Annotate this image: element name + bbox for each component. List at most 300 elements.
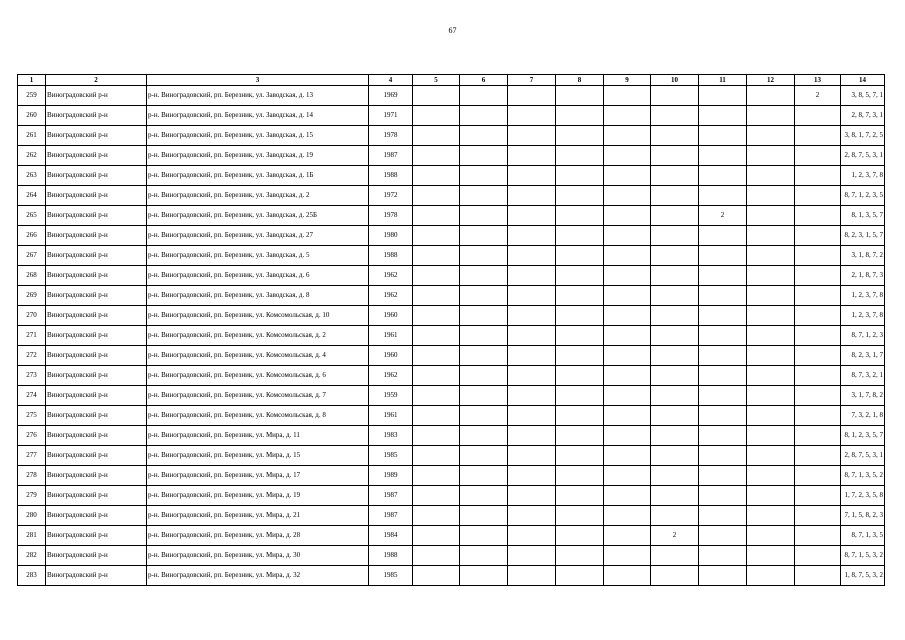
column-5-cell (413, 126, 460, 146)
district-cell: Виноградовский р-н (46, 106, 147, 126)
column-12-cell (747, 326, 795, 346)
column-9-cell (604, 246, 651, 266)
year-cell: 1969 (369, 86, 413, 106)
column-11-cell (699, 386, 747, 406)
column-8-cell (556, 146, 604, 166)
table-row (18, 446, 885, 466)
column-6-cell (460, 566, 508, 586)
column-11-cell (699, 446, 747, 466)
row-number-cell: 276 (18, 426, 46, 446)
column-header-1: 1 (18, 75, 46, 86)
column-10-cell (651, 546, 699, 566)
column-11-cell (699, 466, 747, 486)
column-header-13: 13 (795, 75, 841, 86)
column-13-cell (795, 546, 841, 566)
codes-cell: 3, 8, 5, 7, 1 (841, 86, 885, 106)
column-9-cell (604, 306, 651, 326)
row-number-cell: 259 (18, 86, 46, 106)
column-11-cell (699, 286, 747, 306)
table-row (18, 226, 885, 246)
page-number: 67 (448, 26, 457, 35)
row-number-cell: 261 (18, 126, 46, 146)
row-number-cell: 264 (18, 186, 46, 206)
column-8-cell (556, 186, 604, 206)
column-6-cell (460, 206, 508, 226)
column-5-cell (413, 226, 460, 246)
table-row (18, 546, 885, 566)
column-9-cell (604, 326, 651, 346)
column-11-cell (699, 566, 747, 586)
column-9-cell (604, 146, 651, 166)
column-6-cell (460, 426, 508, 446)
column-11-cell: 2 (699, 206, 747, 226)
year-cell: 1960 (369, 346, 413, 366)
column-5-cell (413, 306, 460, 326)
year-cell: 1988 (369, 166, 413, 186)
table-row (18, 246, 885, 266)
column-12-cell (747, 186, 795, 206)
year-cell: 1961 (369, 406, 413, 426)
column-10-cell (651, 506, 699, 526)
row-number-cell: 265 (18, 206, 46, 226)
column-7-cell (508, 566, 556, 586)
column-8-cell (556, 106, 604, 126)
table-row (18, 146, 885, 166)
district-cell: Виноградовский р-н (46, 306, 147, 326)
table-row (18, 266, 885, 286)
column-13-cell (795, 246, 841, 266)
codes-cell: 8, 2, 3, 1, 7 (841, 346, 885, 366)
column-12-cell (747, 406, 795, 426)
year-cell: 1983 (369, 426, 413, 446)
address-cell: р-н. Виноградовский, рп. Березник, ул. Мира, д. 21 (147, 506, 369, 526)
codes-cell: 8, 2, 3, 1, 5, 7 (841, 226, 885, 246)
year-cell: 1960 (369, 306, 413, 326)
address-cell: р-н. Виноградовский, рп. Березник, ул. Заводская, д. 2 (147, 186, 369, 206)
column-6-cell (460, 246, 508, 266)
codes-cell: 8, 1, 3, 5, 7 (841, 206, 885, 226)
column-header-10: 10 (651, 75, 699, 86)
district-cell: Виноградовский р-н (46, 206, 147, 226)
table-row (18, 566, 885, 586)
column-7-cell (508, 466, 556, 486)
column-header-4: 4 (369, 75, 413, 86)
column-10-cell (651, 106, 699, 126)
codes-cell: 1, 7, 2, 3, 5, 8 (841, 486, 885, 506)
table-row (18, 346, 885, 366)
address-cell: р-н. Виноградовский, рп. Березник, ул. Заводская, д. 8 (147, 286, 369, 306)
row-number-cell: 282 (18, 546, 46, 566)
codes-cell: 7, 3, 2, 1, 8 (841, 406, 885, 426)
address-cell: р-н. Виноградовский, рп. Березник, ул. Заводская, д. 1Б (147, 166, 369, 186)
column-6-cell (460, 186, 508, 206)
column-11-cell (699, 546, 747, 566)
district-cell: Виноградовский р-н (46, 226, 147, 246)
column-7-cell (508, 486, 556, 506)
column-13-cell (795, 286, 841, 306)
row-number-cell: 281 (18, 526, 46, 546)
column-11-cell (699, 106, 747, 126)
year-cell: 1984 (369, 526, 413, 546)
codes-cell: 8, 7, 3, 2, 1 (841, 366, 885, 386)
column-11-cell (699, 86, 747, 106)
column-9-cell (604, 286, 651, 306)
column-6-cell (460, 166, 508, 186)
address-cell: р-н. Виноградовский, рп. Березник, ул. Комсомольская, д. 10 (147, 306, 369, 326)
column-6-cell (460, 286, 508, 306)
year-cell: 1989 (369, 466, 413, 486)
column-12-cell (747, 126, 795, 146)
column-13-cell (795, 406, 841, 426)
column-9-cell (604, 486, 651, 506)
district-cell: Виноградовский р-н (46, 426, 147, 446)
column-12-cell (747, 166, 795, 186)
column-5-cell (413, 166, 460, 186)
address-cell: р-н. Виноградовский, рп. Березник, ул. Заводская, д. 13 (147, 86, 369, 106)
column-9-cell (604, 186, 651, 206)
column-7-cell (508, 326, 556, 346)
column-6-cell (460, 446, 508, 466)
address-cell: р-н. Виноградовский, рп. Березник, ул. Мира, д. 30 (147, 546, 369, 566)
column-5-cell (413, 86, 460, 106)
column-7-cell (508, 446, 556, 466)
column-13-cell (795, 266, 841, 286)
district-cell: Виноградовский р-н (46, 186, 147, 206)
district-cell: Виноградовский р-н (46, 246, 147, 266)
column-9-cell (604, 546, 651, 566)
district-cell: Виноградовский р-н (46, 386, 147, 406)
column-12-cell (747, 246, 795, 266)
column-8-cell (556, 526, 604, 546)
column-6-cell (460, 546, 508, 566)
column-11-cell (699, 406, 747, 426)
row-number-cell: 277 (18, 446, 46, 466)
column-7-cell (508, 526, 556, 546)
column-header-2: 2 (46, 75, 147, 86)
year-cell: 1962 (369, 286, 413, 306)
column-10-cell: 2 (651, 526, 699, 546)
column-9-cell (604, 406, 651, 426)
column-7-cell (508, 286, 556, 306)
column-7-cell (508, 206, 556, 226)
year-cell: 1972 (369, 186, 413, 206)
column-6-cell (460, 266, 508, 286)
column-9-cell (604, 566, 651, 586)
column-7-cell (508, 186, 556, 206)
column-8-cell (556, 486, 604, 506)
column-header-9: 9 (604, 75, 651, 86)
district-cell: Виноградовский р-н (46, 166, 147, 186)
column-5-cell (413, 346, 460, 366)
column-9-cell (604, 426, 651, 446)
table-row (18, 126, 885, 146)
row-number-cell: 283 (18, 566, 46, 586)
column-header-11: 11 (699, 75, 747, 86)
column-12-cell (747, 506, 795, 526)
column-7-cell (508, 126, 556, 146)
column-10-cell (651, 126, 699, 146)
column-9-cell (604, 226, 651, 246)
column-6-cell (460, 406, 508, 426)
column-header-12: 12 (747, 75, 795, 86)
column-13-cell (795, 226, 841, 246)
codes-cell: 2, 1, 8, 7, 3 (841, 266, 885, 286)
district-cell: Виноградовский р-н (46, 546, 147, 566)
column-12-cell (747, 386, 795, 406)
address-cell: р-н. Виноградовский, рп. Березник, ул. Заводская, д. 25Б (147, 206, 369, 226)
column-6-cell (460, 366, 508, 386)
address-cell: р-н. Виноградовский, рп. Березник, ул. Заводская, д. 5 (147, 246, 369, 266)
column-header-5: 5 (413, 75, 460, 86)
column-6-cell (460, 86, 508, 106)
table-row (18, 326, 885, 346)
column-9-cell (604, 346, 651, 366)
codes-cell: 2, 8, 7, 3, 1 (841, 106, 885, 126)
column-13-cell: 2 (795, 86, 841, 106)
column-header-7: 7 (508, 75, 556, 86)
column-6-cell (460, 346, 508, 366)
year-cell: 1988 (369, 246, 413, 266)
column-6-cell (460, 526, 508, 546)
column-5-cell (413, 466, 460, 486)
column-5-cell (413, 266, 460, 286)
column-9-cell (604, 366, 651, 386)
column-5-cell (413, 386, 460, 406)
column-8-cell (556, 206, 604, 226)
row-number-cell: 262 (18, 146, 46, 166)
column-6-cell (460, 226, 508, 246)
column-10-cell (651, 306, 699, 326)
column-11-cell (699, 186, 747, 206)
column-13-cell (795, 126, 841, 146)
column-9-cell (604, 526, 651, 546)
table-row (18, 86, 885, 106)
column-8-cell (556, 386, 604, 406)
codes-cell: 1, 8, 7, 5, 3, 2 (841, 566, 885, 586)
address-cell: р-н. Виноградовский, рп. Березник, ул. Комсомольская, д. 8 (147, 406, 369, 426)
column-6-cell (460, 106, 508, 126)
year-cell: 1980 (369, 226, 413, 246)
column-11-cell (699, 166, 747, 186)
column-9-cell (604, 386, 651, 406)
year-cell: 1987 (369, 146, 413, 166)
column-12-cell (747, 106, 795, 126)
district-cell: Виноградовский р-н (46, 346, 147, 366)
row-number-cell: 267 (18, 246, 46, 266)
address-cell: р-н. Виноградовский, рп. Березник, ул. Мира, д. 28 (147, 526, 369, 546)
year-cell: 1987 (369, 506, 413, 526)
column-8-cell (556, 366, 604, 386)
column-12-cell (747, 546, 795, 566)
column-13-cell (795, 146, 841, 166)
codes-cell: 7, 1, 5, 8, 2, 3 (841, 506, 885, 526)
district-cell: Виноградовский р-н (46, 146, 147, 166)
column-7-cell (508, 226, 556, 246)
year-cell: 1988 (369, 546, 413, 566)
column-13-cell (795, 566, 841, 586)
column-13-cell (795, 106, 841, 126)
district-cell: Виноградовский р-н (46, 86, 147, 106)
column-5-cell (413, 106, 460, 126)
table-row (18, 186, 885, 206)
column-10-cell (651, 186, 699, 206)
column-6-cell (460, 126, 508, 146)
column-5-cell (413, 566, 460, 586)
table-row (18, 506, 885, 526)
column-8-cell (556, 306, 604, 326)
row-number-cell: 278 (18, 466, 46, 486)
district-cell: Виноградовский р-н (46, 326, 147, 346)
column-9-cell (604, 86, 651, 106)
column-7-cell (508, 306, 556, 326)
column-11-cell (699, 226, 747, 246)
codes-cell: 2, 8, 7, 5, 3, 1 (841, 146, 885, 166)
column-9-cell (604, 506, 651, 526)
column-13-cell (795, 326, 841, 346)
year-cell: 1978 (369, 126, 413, 146)
district-cell: Виноградовский р-н (46, 406, 147, 426)
column-11-cell (699, 486, 747, 506)
column-7-cell (508, 546, 556, 566)
column-11-cell (699, 506, 747, 526)
column-10-cell (651, 246, 699, 266)
column-header-8: 8 (556, 75, 604, 86)
column-8-cell (556, 246, 604, 266)
address-cell: р-н. Виноградовский, рп. Березник, ул. Заводская, д. 27 (147, 226, 369, 246)
address-cell: р-н. Виноградовский, рп. Березник, ул. Мира, д. 17 (147, 466, 369, 486)
column-8-cell (556, 226, 604, 246)
column-8-cell (556, 466, 604, 486)
row-number-cell: 274 (18, 386, 46, 406)
table-row (18, 106, 885, 126)
column-5-cell (413, 526, 460, 546)
year-cell: 1962 (369, 266, 413, 286)
column-8-cell (556, 286, 604, 306)
address-cell: р-н. Виноградовский, рп. Березник, ул. Заводская, д. 19 (147, 146, 369, 166)
column-7-cell (508, 366, 556, 386)
table-row (18, 166, 885, 186)
column-11-cell (699, 346, 747, 366)
district-cell: Виноградовский р-н (46, 566, 147, 586)
year-cell: 1985 (369, 446, 413, 466)
column-11-cell (699, 366, 747, 386)
column-8-cell (556, 326, 604, 346)
column-12-cell (747, 206, 795, 226)
table-row (18, 426, 885, 446)
column-12-cell (747, 426, 795, 446)
row-number-cell: 268 (18, 266, 46, 286)
row-number-cell: 266 (18, 226, 46, 246)
column-13-cell (795, 466, 841, 486)
table-row (18, 306, 885, 326)
codes-cell: 8, 1, 2, 3, 5, 7 (841, 426, 885, 446)
column-5-cell (413, 546, 460, 566)
column-13-cell (795, 506, 841, 526)
codes-cell: 8, 7, 1, 2, 3 (841, 326, 885, 346)
table-row (18, 386, 885, 406)
column-9-cell (604, 106, 651, 126)
table-body (18, 86, 885, 586)
column-10-cell (651, 386, 699, 406)
column-13-cell (795, 306, 841, 326)
column-13-cell (795, 526, 841, 546)
column-12-cell (747, 566, 795, 586)
address-cell: р-н. Виноградовский, рп. Березник, ул. Заводская, д. 15 (147, 126, 369, 146)
column-7-cell (508, 386, 556, 406)
column-12-cell (747, 466, 795, 486)
column-10-cell (651, 166, 699, 186)
codes-cell: 1, 2, 3, 7, 8 (841, 166, 885, 186)
codes-cell: 1, 2, 3, 7, 8 (841, 306, 885, 326)
column-10-cell (651, 206, 699, 226)
column-8-cell (556, 506, 604, 526)
codes-cell: 3, 1, 8, 7, 2 (841, 246, 885, 266)
column-9-cell (604, 466, 651, 486)
district-cell: Виноградовский р-н (46, 506, 147, 526)
column-8-cell (556, 546, 604, 566)
row-number-cell: 263 (18, 166, 46, 186)
address-cell: р-н. Виноградовский, рп. Березник, ул. Комсомольская, д. 7 (147, 386, 369, 406)
column-7-cell (508, 426, 556, 446)
column-7-cell (508, 246, 556, 266)
column-5-cell (413, 486, 460, 506)
column-12-cell (747, 486, 795, 506)
district-cell: Виноградовский р-н (46, 266, 147, 286)
column-10-cell (651, 446, 699, 466)
table-row (18, 466, 885, 486)
column-9-cell (604, 126, 651, 146)
column-13-cell (795, 486, 841, 506)
column-7-cell (508, 86, 556, 106)
address-cell: р-н. Виноградовский, рп. Березник, ул. Заводская, д. 6 (147, 266, 369, 286)
address-cell: р-н. Виноградовский, рп. Березник, ул. Заводская, д. 14 (147, 106, 369, 126)
column-9-cell (604, 446, 651, 466)
column-7-cell (508, 346, 556, 366)
column-6-cell (460, 466, 508, 486)
column-7-cell (508, 266, 556, 286)
column-5-cell (413, 286, 460, 306)
column-10-cell (651, 226, 699, 246)
column-6-cell (460, 486, 508, 506)
column-header-6: 6 (460, 75, 508, 86)
column-7-cell (508, 166, 556, 186)
address-cell: р-н. Виноградовский, рп. Березник, ул. Мира, д. 15 (147, 446, 369, 466)
column-13-cell (795, 386, 841, 406)
column-12-cell (747, 266, 795, 286)
column-12-cell (747, 306, 795, 326)
address-cell: р-н. Виноградовский, рп. Березник, ул. Мира, д. 32 (147, 566, 369, 586)
column-10-cell (651, 466, 699, 486)
column-header-3: 3 (147, 75, 369, 86)
table-row (18, 206, 885, 226)
table-row (18, 286, 885, 306)
column-5-cell (413, 246, 460, 266)
year-cell: 1987 (369, 486, 413, 506)
column-12-cell (747, 86, 795, 106)
column-6-cell (460, 326, 508, 346)
district-cell: Виноградовский р-н (46, 466, 147, 486)
column-8-cell (556, 406, 604, 426)
column-10-cell (651, 286, 699, 306)
column-12-cell (747, 526, 795, 546)
address-cell: р-н. Виноградовский, рп. Березник, ул. Мира, д. 11 (147, 426, 369, 446)
year-cell: 1978 (369, 206, 413, 226)
table-row (18, 526, 885, 546)
address-cell: р-н. Виноградовский, рп. Березник, ул. Мира, д. 19 (147, 486, 369, 506)
codes-cell: 8, 7, 1, 2, 3, 5 (841, 186, 885, 206)
column-11-cell (699, 306, 747, 326)
year-cell: 1959 (369, 386, 413, 406)
